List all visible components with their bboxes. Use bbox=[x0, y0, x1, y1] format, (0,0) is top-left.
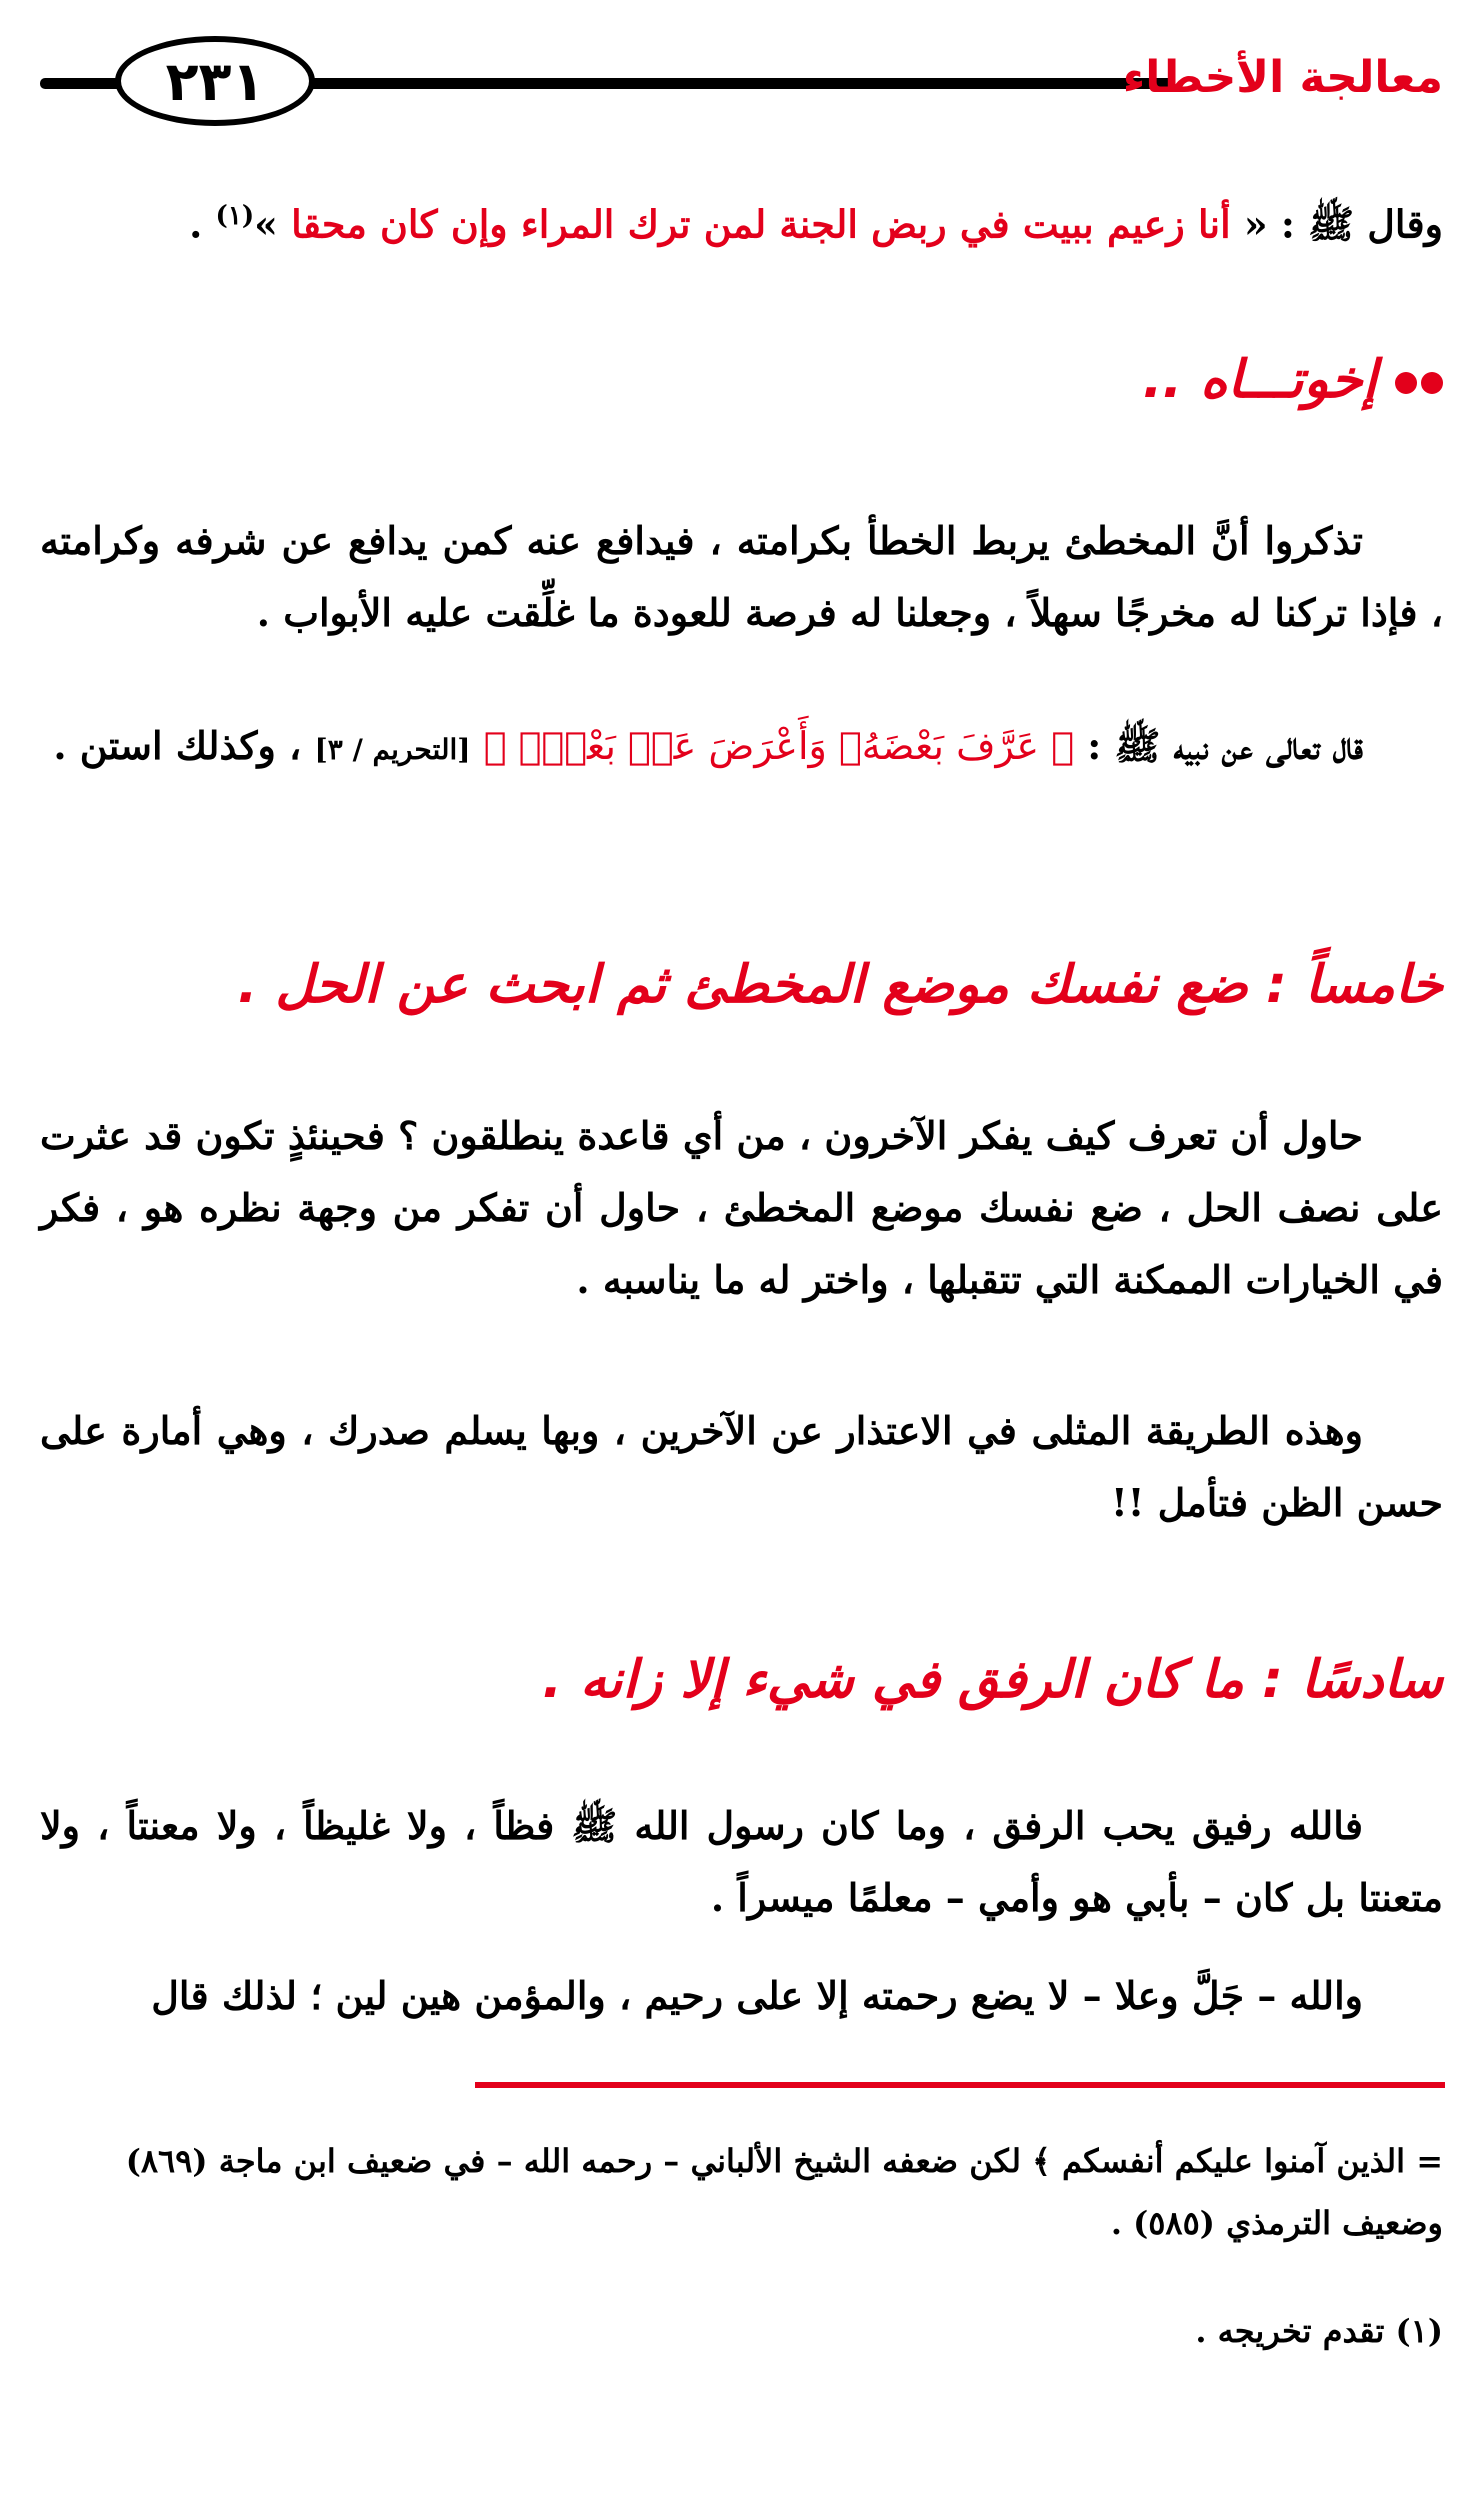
hadith-line bbox=[40, 180, 1443, 261]
quran-verse: ﴿ عَرَّفَ بَعْضَهُۥ وَأَعْرَضَ عَنۢ بَعْضٍۢ ﴾ bbox=[483, 724, 1074, 768]
heading-brothers bbox=[40, 350, 1443, 410]
hadith-end: . bbox=[189, 201, 203, 247]
hadith-quote: أنا زعيم ببيت في ربض الجنة لمن ترك المراء وإن كان محقا bbox=[291, 201, 1231, 247]
page-number: ٢٣١ bbox=[115, 36, 315, 126]
page-header bbox=[40, 30, 1443, 120]
verse-intro: قال تعالى عن نبيه ﷺ : bbox=[1087, 723, 1363, 768]
verse-reference: [التحريم / ٣] bbox=[314, 733, 471, 766]
heading-brothers-text: إخوتـــاه .. bbox=[1142, 350, 1377, 410]
hadith-prefix: وقال ﷺ : « bbox=[1243, 201, 1443, 247]
footnote-mark: (١) bbox=[215, 201, 255, 231]
footnote-1: (١) تقدم تخريجه . bbox=[1195, 2312, 1443, 2350]
bullet-icon bbox=[1391, 350, 1443, 410]
running-title: معالجة الأخطاء bbox=[1122, 52, 1443, 103]
paragraph-6: والله – جَلَّ وعلا – لا يضع رحمته إلا على رحيم ، والمؤمن هين لين ؛ لذلك قال bbox=[151, 1973, 1363, 2018]
footnote-separator bbox=[475, 2082, 1445, 2088]
paragraph-1: تذكروا أنَّ المخطئ يربط الخطأ بكرامته ، فيدافع عنه كمن يدافع عن شرفه وكرامته ، فإذا تركنا له مخرجًا سهلاً ، وجعلنا له فرصة للعودة ما غلِّقت عليه الأبواب . bbox=[40, 518, 1443, 635]
verse-suffix: ، وكذلك استن . bbox=[53, 723, 302, 768]
heading-fifth: خامساً : ضع نفسك موضع المخطئ ثم ابحث عن الحل . bbox=[237, 955, 1443, 1015]
paragraph-3: حاول أن تعرف كيف يفكر الآخرون ، من أي قاعدة ينطلقون ؟ فحينئذٍ تكون قد عثرت على نصف الحل ، ضع نفسك موضع المخطئ ، حاول أن تفكر من وجهة نظره هو ، فكر في الخيارات الممكنة التي تتقبلها ، واختر له ما يناسبه . bbox=[40, 1113, 1443, 1302]
heading-sixth: سادسًا : ما كان الرفق في شيء إلا زانه . bbox=[542, 1650, 1443, 1710]
footnote-continuation: = الذين آمنوا عليكم أنفسكم ﴾ لكن ضعفه الشيخ الألباني – رحمه الله – في ضعيف ابن ماجة (٨٦٩) وضعيف الترمذي (٥٨٥) . bbox=[125, 2142, 1443, 2242]
header-rule bbox=[240, 78, 1173, 89]
paragraph-4: وهذه الطريقة المثلى في الاعتذار عن الآخرين ، وبها يسلم صدرك ، وهي أمارة على حسن الظن فتأمل !! bbox=[40, 1408, 1443, 1525]
paragraph-5: فالله رفيق يحب الرفق ، وما كان رسول الله ﷺ فظاً ، ولا غليظاً ، ولا معنتاً ، ولا متعنتا بل كان – بأبي هو وأمي – معلمًا ميسراً . bbox=[40, 1803, 1443, 1920]
hadith-suffix: » bbox=[254, 201, 278, 247]
paragraph-2 bbox=[40, 710, 1443, 786]
